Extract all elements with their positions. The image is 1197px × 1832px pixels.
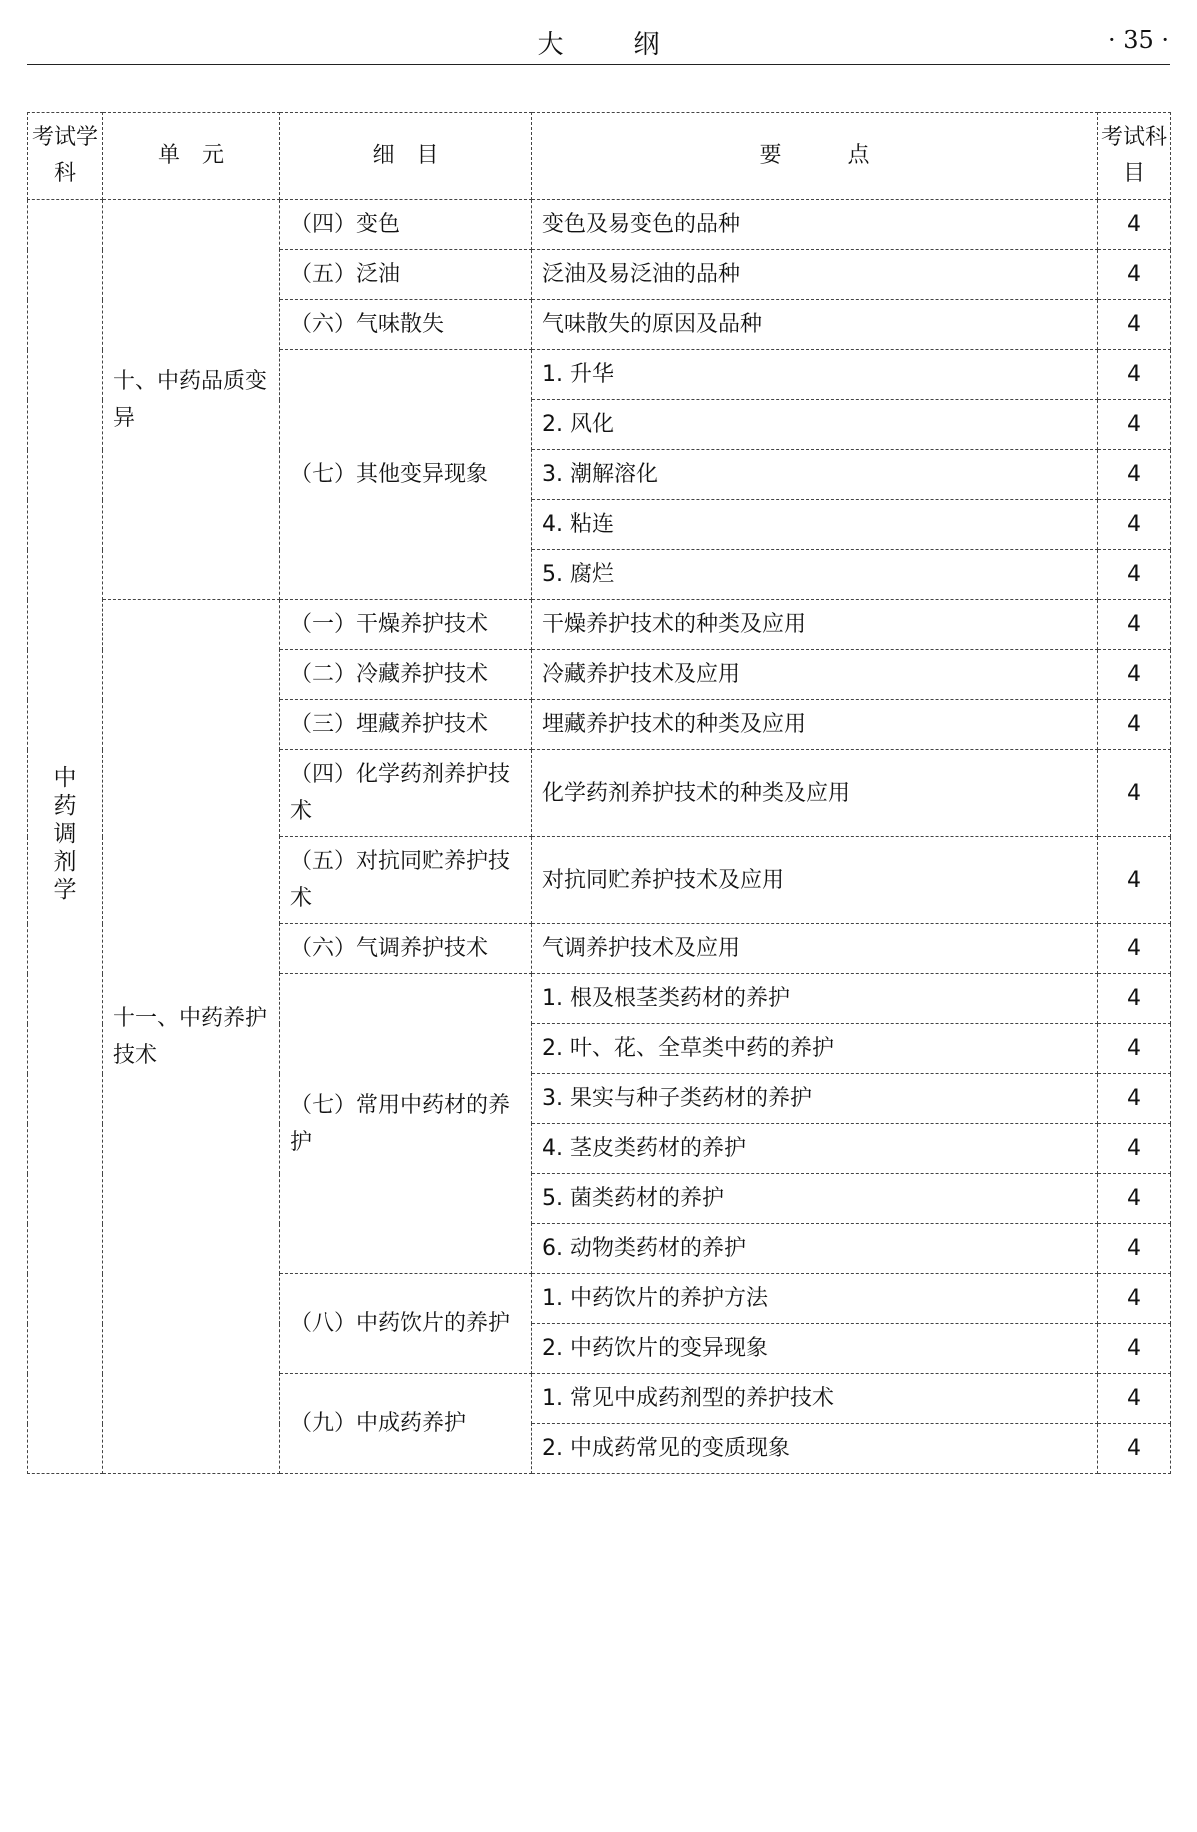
level-cell: 4 (1098, 1324, 1171, 1374)
level-cell: 4 (1098, 250, 1171, 300)
point-cell: 化学药剂养护技术的种类及应用 (532, 750, 1098, 837)
detail-cell: （八）中药饮片的养护 (280, 1274, 532, 1374)
subject-label: 中药调剂学 (53, 765, 77, 903)
level-cell: 4 (1098, 500, 1171, 550)
point-cell: 5. 菌类药材的养护 (532, 1174, 1098, 1224)
table-header-row (28, 113, 1171, 200)
table-row (28, 200, 1171, 250)
detail-cell: （五）对抗同贮养护技术 (280, 837, 532, 924)
level-cell: 4 (1098, 924, 1171, 974)
detail-cell: （四）化学药剂养护技术 (280, 750, 532, 837)
point-cell: 2. 风化 (532, 400, 1098, 450)
detail-cell: （七）常用中药材的养护 (280, 974, 532, 1274)
header-rule (27, 64, 1170, 65)
header-title-left: 大 (537, 30, 564, 60)
point-cell: 2. 中药饮片的变异现象 (532, 1324, 1098, 1374)
level-cell: 4 (1098, 1124, 1171, 1174)
point-cell: 埋藏养护技术的种类及应用 (532, 700, 1098, 750)
detail-cell: （四）变色 (280, 200, 532, 250)
level-cell: 4 (1098, 550, 1171, 600)
point-cell: 6. 动物类药材的养护 (532, 1224, 1098, 1274)
level-cell: 4 (1098, 974, 1171, 1024)
syllabus-table (27, 112, 1171, 1474)
point-cell: 气调养护技术及应用 (532, 924, 1098, 974)
page-number: · 35 · (1107, 26, 1169, 54)
level-cell: 4 (1098, 837, 1171, 924)
level-cell: 4 (1098, 1374, 1171, 1424)
level-cell: 4 (1098, 1024, 1171, 1074)
point-cell: 气味散失的原因及品种 (532, 300, 1098, 350)
header-title-right: 纲 (633, 30, 660, 60)
point-cell: 2. 中成药常见的变质现象 (532, 1424, 1098, 1474)
detail-cell: （五）泛油 (280, 250, 532, 300)
level-cell: 4 (1098, 1274, 1171, 1324)
level-cell: 4 (1098, 1224, 1171, 1274)
point-cell: 1. 升华 (532, 350, 1098, 400)
running-header-title (0, 24, 1197, 61)
point-cell: 对抗同贮养护技术及应用 (532, 837, 1098, 924)
detail-cell: （九）中成药养护 (280, 1374, 532, 1474)
point-cell: 1. 根及根茎类药材的养护 (532, 974, 1098, 1024)
point-cell: 1. 中药饮片的养护方法 (532, 1274, 1098, 1324)
point-cell: 冷藏养护技术及应用 (532, 650, 1098, 700)
header-detail: 细 目 (280, 113, 532, 200)
detail-cell: （六）气调养护技术 (280, 924, 532, 974)
level-cell: 4 (1098, 300, 1171, 350)
detail-cell: （二）冷藏养护技术 (280, 650, 532, 700)
level-cell: 4 (1098, 350, 1171, 400)
detail-cell: （三）埋藏养护技术 (280, 700, 532, 750)
point-cell: 3. 果实与种子类药材的养护 (532, 1074, 1098, 1124)
subject-cell (28, 200, 103, 1474)
detail-cell: （一）干燥养护技术 (280, 600, 532, 650)
level-cell: 4 (1098, 600, 1171, 650)
point-cell: 1. 常见中成药剂型的养护技术 (532, 1374, 1098, 1424)
point-cell: 变色及易变色的品种 (532, 200, 1098, 250)
point-cell: 4. 茎皮类药材的养护 (532, 1124, 1098, 1174)
point-cell: 4. 粘连 (532, 500, 1098, 550)
header-subject: 考试学科 (28, 113, 103, 200)
point-cell: 5. 腐烂 (532, 550, 1098, 600)
header-unit: 单 元 (103, 113, 280, 200)
level-cell: 4 (1098, 750, 1171, 837)
header-level: 考试科目 (1098, 113, 1171, 200)
unit-cell: 十一、中药养护技术 (103, 600, 280, 1474)
level-cell: 4 (1098, 1174, 1171, 1224)
level-cell: 4 (1098, 700, 1171, 750)
header-points: 要 点 (532, 113, 1098, 200)
level-cell: 4 (1098, 1424, 1171, 1474)
table-row (28, 600, 1171, 650)
level-cell: 4 (1098, 650, 1171, 700)
point-cell: 2. 叶、花、全草类中药的养护 (532, 1024, 1098, 1074)
unit-cell: 十、中药品质变异 (103, 200, 280, 600)
level-cell: 4 (1098, 1074, 1171, 1124)
point-cell: 干燥养护技术的种类及应用 (532, 600, 1098, 650)
point-cell: 泛油及易泛油的品种 (532, 250, 1098, 300)
level-cell: 4 (1098, 450, 1171, 500)
level-cell: 4 (1098, 200, 1171, 250)
point-cell: 3. 潮解溶化 (532, 450, 1098, 500)
detail-cell: （七）其他变异现象 (280, 350, 532, 600)
detail-cell: （六）气味散失 (280, 300, 532, 350)
level-cell: 4 (1098, 400, 1171, 450)
